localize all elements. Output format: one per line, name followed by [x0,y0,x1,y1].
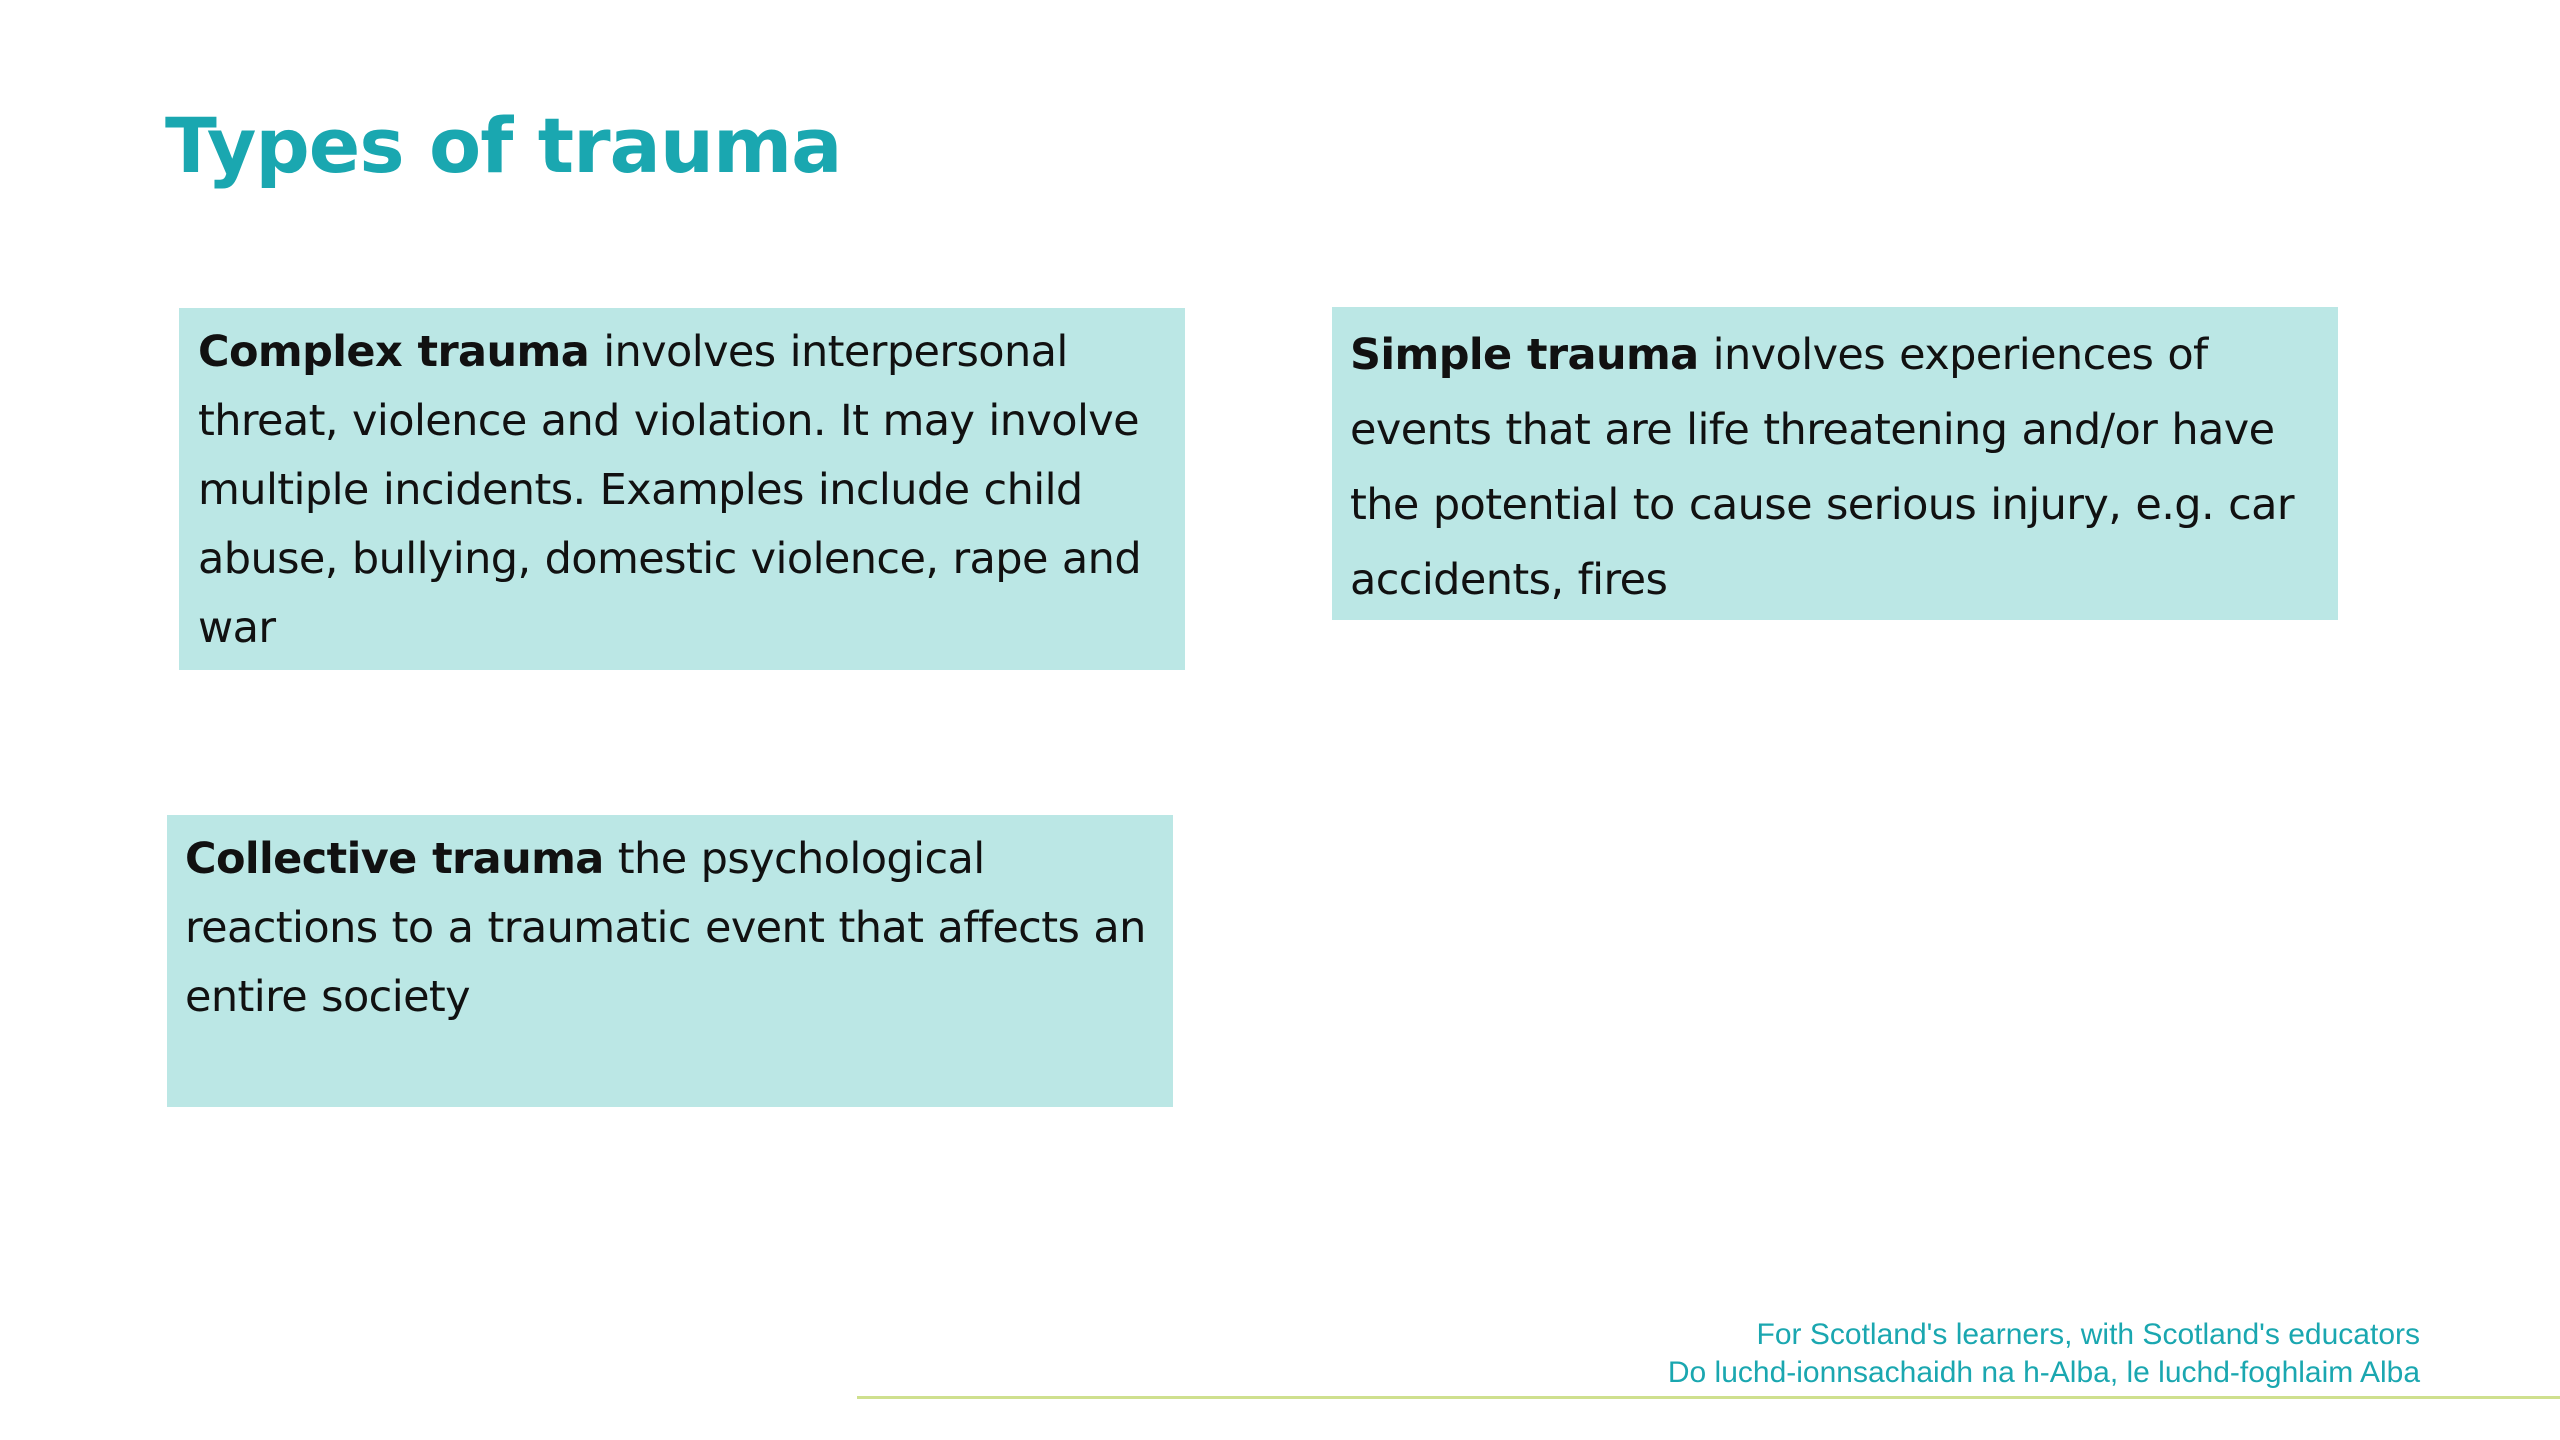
collective-trauma-description: the psychological reactions to a traumatic event that affects an entire society [185,834,1146,1022]
simple-trauma-term: Simple trauma [1350,330,1699,380]
slide-title: Types of trauma [165,101,842,190]
complex-trauma-description: involves interpersonal threat, violence and violation. It may involve multiple incidents. Examples include child abuse, bullying, domestic violence, rape and war [198,327,1142,653]
simple-trauma-description: involves experiences of events that are life threatening and/or have the potential to cause serious injury, e.g. car accidents, fires [1350,330,2294,605]
footer-tagline [1668,1316,2420,1392]
footer-tagline-english: For Scotland's learners, with Scotland's educators [1756,1318,2420,1351]
collective-trauma-term: Collective trauma [185,834,604,884]
footer-tagline-gaelic: Do luchd-ionnsachaidh na h-Alba, le luchd-foghlaim Alba [1667,1356,2420,1389]
collective-trauma-card [167,815,1173,1107]
complex-trauma-term: Complex trauma [198,327,590,377]
simple-trauma-card [1332,307,2338,620]
footer-divider [857,1396,2560,1399]
complex-trauma-card [179,308,1185,670]
